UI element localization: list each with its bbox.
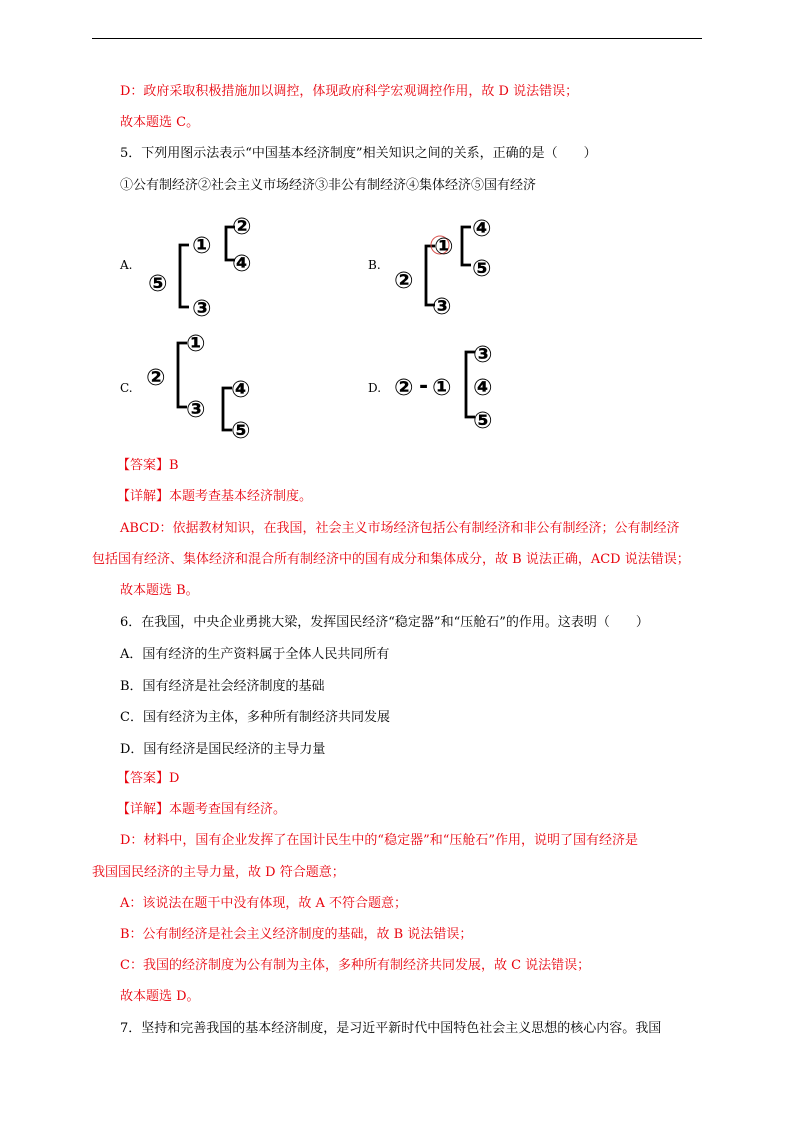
q5-option-d-label: D. — [368, 381, 382, 395]
q5-c-mid: ③ — [186, 397, 206, 423]
q5-choose: 故本题选 B。 — [120, 583, 199, 598]
q5-option-a-diagram — [140, 205, 280, 325]
q6-detail: 【详解】本题考查国有经济。 — [117, 802, 287, 817]
q5-items: ①公有制经济②社会主义市场经济③非公有制经济④集体经济⑤国有经济 — [120, 178, 537, 193]
q5-c-top: ① — [186, 331, 206, 357]
q5-answer: 【答案】B — [117, 458, 179, 473]
q5-option-b-label: B. — [368, 258, 381, 272]
q5-c-sub-1: ④ — [231, 377, 251, 403]
q5-option-c-label: C. — [120, 381, 133, 395]
q6-option-b: B．国有经济是社会经济制度的基础 — [120, 679, 325, 694]
q5-a-top-1: ② — [232, 214, 252, 240]
q6-analysis-b: B：公有制经济是社会主义经济制度的基础，故 B 说法错误； — [120, 927, 473, 942]
q5-d-sub-1: ③ — [473, 342, 493, 368]
q5-b-root: ② — [394, 268, 414, 294]
q5-b-bottom: ③ — [432, 294, 452, 320]
q5-analysis-line-1: ABCD：依据教材知识，在我国，社会主义市场经济包括公有制经济和非公有制经济；公有制经济 — [120, 521, 680, 536]
q5-option-a-label: A. — [120, 258, 133, 272]
q6-stem: 6．在我国，中央企业勇挑大梁，发挥国民经济“稳定器”和“压舱石”的作用。这表明（ ） — [120, 615, 649, 630]
q5-b-mid: ① — [434, 234, 454, 260]
q5-d-sub-2: ④ — [473, 375, 493, 401]
q5-a-mid: ① — [192, 233, 212, 259]
q5-b-top-2: ⑤ — [472, 256, 492, 282]
q5-d-mid: ① — [432, 375, 452, 401]
q5-a-top-2: ④ — [232, 251, 252, 277]
q5-c-sub-2: ⑤ — [231, 418, 251, 444]
q6-option-c: C．国有经济为主体，多种所有制经济共同发展 — [120, 710, 390, 725]
q6-analysis-d-line-2: 我国国民经济的主导力量，故 D 符合题意； — [92, 865, 345, 880]
q6-analysis-d-line-1: D：材料中，国有企业发挥了在国计民生中的“稳定器”和“压舱石”作用，说明了国有经济是 — [120, 833, 639, 848]
q5-option-d-diagram — [388, 335, 528, 440]
q6-analysis-c: C：我国的经济制度为公有制为主体，多种所有制经济共同发展，故 C 说法错误； — [120, 958, 591, 973]
q5-c-root: ② — [146, 365, 166, 391]
q5-a-root: ⑤ — [148, 271, 168, 297]
q5-option-b-diagram — [388, 205, 528, 325]
q7-stem: 7．坚持和完善我国的基本经济制度，是习近平新时代中国特色社会主义思想的核心内容。我国 — [120, 1021, 662, 1036]
q5-b-top-1: ④ — [472, 216, 492, 242]
q5-detail: 【详解】本题考查基本经济制度。 — [117, 489, 313, 504]
q5-analysis-line-2: 包括国有经济、集体经济和混合所有制经济中的国有成分和集体成分，故 B 说法正确，ACD 说法错误； — [92, 552, 690, 567]
q5-d-dash: - — [419, 374, 429, 399]
q6-answer: 【答案】D — [117, 771, 180, 786]
q5-stem: 5．下列用图示法表示“中国基本经济制度”相关知识之间的关系，正确的是（ ） — [120, 146, 597, 161]
q6-choose: 故本题选 D。 — [120, 989, 200, 1004]
q5-d-sub-3: ⑤ — [473, 408, 493, 434]
prev-option-d-note: D：政府采取积极措施加以调控，体现政府科学宏观调控作用，故 D 说法错误； — [120, 84, 579, 99]
q5-option-c-diagram — [140, 325, 280, 450]
q6-option-a: A．国有经济的生产资料属于全体人民共同所有 — [120, 647, 390, 662]
prev-choose: 故本题选 C。 — [120, 115, 200, 130]
q6-analysis-a: A：该说法在题干中没有体现，故 A 不符合题意； — [120, 896, 408, 911]
q5-a-bottom: ③ — [192, 296, 212, 322]
q5-d-root: ② — [394, 375, 414, 401]
header-rule — [92, 38, 702, 39]
q6-option-d: D．国有经济是国民经济的主导力量 — [120, 742, 326, 757]
